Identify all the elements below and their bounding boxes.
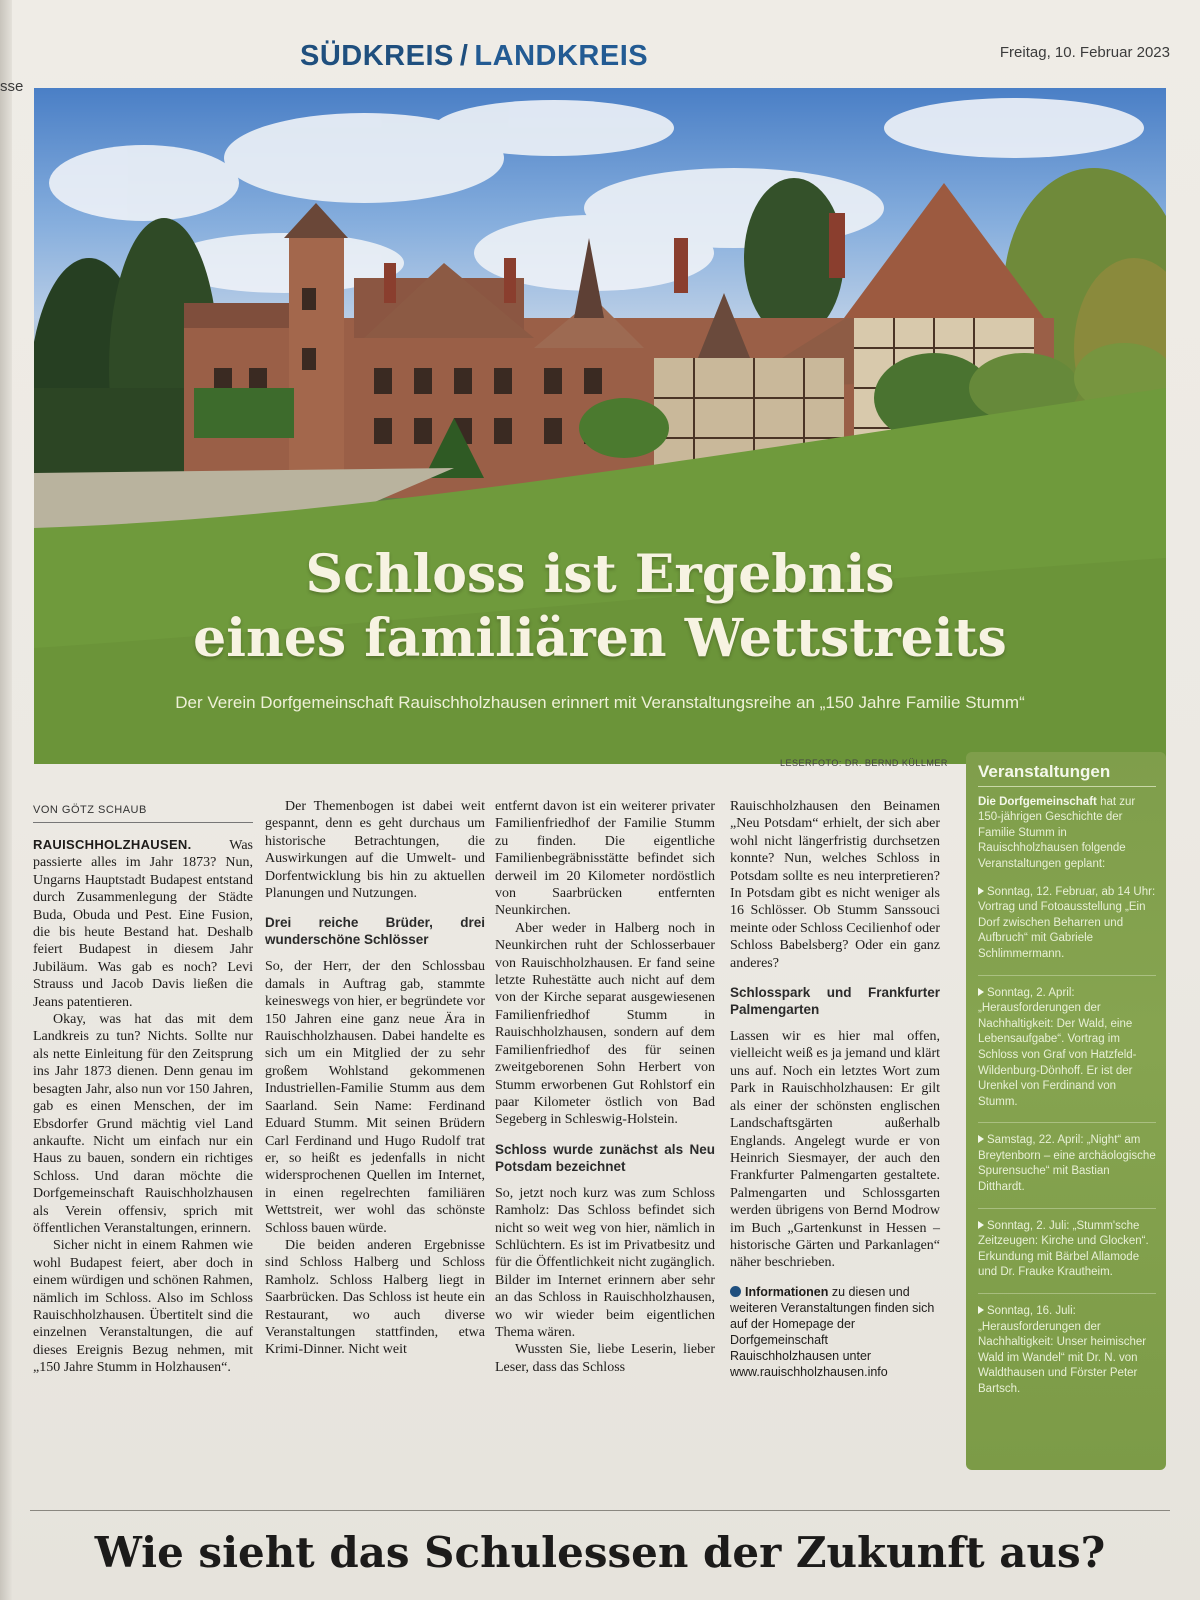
article-paragraph	[33, 836, 253, 1011]
info-bullet-icon	[730, 1286, 741, 1297]
subheading-neu-potsdam: Schloss wurde zunächst als Neu Potsdam bezeichnet	[495, 1141, 715, 1174]
section-header	[300, 40, 648, 73]
article-paragraph: So, jetzt noch kurz was zum Schloss Ramholz: Das Schloss befindet sich nicht so weit weg von hier, nämlich in Schlüchtern. Es ist im Privatbesitz und für die Öffentlichkeit nicht zugänglich. Bilder im Internet erinnern aber sehr an das Schloss in Rauischholzhausen, wo wir wieder beim eigentlichen Thema wären.	[495, 1185, 715, 1340]
photo-credit: LESERFOTO: DR. BERND KÜLLMER	[780, 758, 948, 768]
paragraph-text: Was passierte alles im Jahr 1873? Nun, Ungarns Hauptstadt Budapest entstand durch Zusammenlegung der Städte Buda, Obuda und Pest. Eine Fusion, die bis heute Bestand hat. Deshalb feiert Budapest in diesem Jahr Jubiläum. Was gab es noch? Levi Strauss und Jacob Davis ließen die Jeans patentieren.	[33, 838, 253, 1010]
article-paragraph: Die beiden anderen Ergebnisse sind Schloss Halberg und Schloss Ramholz. Schloss Halberg liegt in Saarbrücken. Das Schloss ist heute ein Restaurant, wo auch diverse Veranstaltungen stattfinden, etwa Krimi-Dinner. Nicht weit	[265, 1237, 485, 1358]
article-divider	[30, 1510, 1170, 1511]
article-paragraph: Okay, was hat das mit dem Landkreis zu tun? Nichts. Sollte nur als nette Einleitung für den Zeitsprung ins Jahr 1873 dienen. Denn genau im besagten Jahr, also nun vor 150 Jahren, gab es einen Menschen, der im Ebsdorfer Grund mächtig viel Land ankaufte. Nicht um einfach nur ein Haus zu bauen, sondern ein richtiges Schloss. Und daran möchte die Dorfgemeinschaft Rauischholzhausen als Verein offensiv, sprich mit öffentlichen Veranstaltungen, erinnern.	[33, 1012, 253, 1236]
article-column-3	[495, 798, 715, 1376]
article-paragraph: Aber weder in Halberg noch in Neunkirchen ruht der Schlosserbauer von Rauischholzhausen. Er fand seine letzte Ruhestätte auch nicht auf dem von der Kirche separat ausgewiesenen Familienfriedhof Stumm in Rauischholzhausen, sondern auf dem Familienfriedhof des für seinen zweitgeborenen Sohn Herbert von Stumm erworbenen Gut Rohlstorf ein paar Kilometer östlich von Bad Segeberg in Schleswig-Holstein.	[495, 920, 715, 1128]
section-separator: /	[459, 40, 469, 72]
castle-photo	[34, 88, 1166, 764]
triangle-bullet-icon	[978, 1221, 984, 1229]
byline: VON GÖTZ SCHAUB	[33, 804, 147, 816]
triangle-bullet-icon	[978, 988, 984, 996]
previous-page-edge-text: sse	[0, 78, 24, 95]
page-fold	[0, 0, 12, 1600]
article-paragraph: Wussten Sie, liebe Leserin, lieber Leser, dass das Schloss	[495, 1342, 715, 1375]
event-text: Sonntag, 16. Juli: „Herausforderungen der Nachhaltigkeit: Unser heimischer Wald im Wandel“ mit Dr. N. von Waldthausen und Förster Peter Bartsch.	[978, 1305, 1147, 1395]
next-article-headline: Wie sieht das Schulessen der Zukunft aus?	[94, 1528, 1106, 1577]
event-text: Sonntag, 12. Februar, ab 14 Uhr: Vortrag und Fotoausstellung „Ein Dorf zwischen Beharren und Aufbruch“ mit Gabriele Schlimmermann.	[978, 885, 1156, 960]
event-item	[978, 1208, 1156, 1281]
article-paragraph: Sicher nicht in einem Rahmen wie wohl Budapest feiert, aber doch in einem würdigen und schönen Rahmen, nämlich im Schloss. Also im Schloss Rauischholzhausen. Übertitelt sind die einzelnen Veranstaltungen, die auf dieses Ereignis Bezug nehmen, mit „150 Jahre Stumm in Holzhausen“.	[33, 1238, 253, 1376]
article-column-4	[730, 798, 940, 1380]
info-label: Informationen	[745, 1284, 829, 1299]
events-sidebar	[966, 752, 1166, 1470]
event-text: Sonntag, 2. April: „Herausforderungen der Nachhaltigkeit: Der Wald, eine Lebensaufgabe“. Vortrag im Schloss von Graf von Hatzfeld-Wildenburg-Dönhoff. Er ist der Urenkel von Ferdinand von Stumm.	[978, 986, 1137, 1108]
headline-line-2: eines familiären Wettstreits	[193, 608, 1007, 669]
event-item	[978, 975, 1156, 1111]
sidebar-intro-text: hat zur 150-jährigen Geschichte der Familie Stumm in Rauischholzhausen folgende Veranstaltungen geplant:	[978, 795, 1136, 870]
event-text: Sonntag, 2. Juli: „Stumm'sche Zeitzeugen: Kirche und Glocken“. Erkundung mit Bärbel Allamode und Dr. Frauke Krautheim.	[978, 1219, 1149, 1279]
info-text: zu diesen und weiteren Veranstaltungen finden sich auf der Homepage der Dorfgemeinschaft Rauischholzhausen unter www.rauischholzhausen.info	[730, 1284, 935, 1379]
article-column-2	[265, 798, 485, 1359]
event-item	[978, 1122, 1156, 1195]
sidebar-intro-bold: Die Dorfgemeinschaft	[978, 795, 1097, 808]
headline-line-1: Schloss ist Ergebnis	[305, 544, 895, 605]
dateline: RAUISCHHOLZHAUSEN.	[33, 837, 192, 852]
issue-date: Freitag, 10. Februar 2023	[999, 44, 1170, 61]
sidebar-intro	[978, 795, 1156, 873]
article-paragraph: Rauischholzhausen den Beinamen „Neu Potsdam“ erhielt, der sich aber wohl nicht längerfristig durchsetzen konnte? Nun, welches Schloss in Potsdam sollte es neu interpretieren? In Potsdam gibt es nicht weniger als 16 Schlösser. Ob Stumm Sanssouci meinte oder Schloss Cecilienhof oder Schloss Babelsberg? Oder ein ganz anderes?	[730, 799, 940, 971]
article-headline	[34, 543, 1166, 671]
subheading-schlosspark: Schlosspark und Frankfurter Palmengarten	[730, 985, 940, 1018]
event-item	[978, 1293, 1156, 1398]
article-subheadline: Der Verein Dorfgemeinschaft Rauischholzhausen erinnert mit Veranstaltungsreihe an „150 Jahre Familie Stumm“	[175, 693, 1025, 712]
triangle-bullet-icon	[978, 887, 984, 895]
sidebar-title: Veranstaltungen	[978, 764, 1156, 787]
triangle-bullet-icon	[978, 1135, 984, 1143]
article-paragraph: entfernt davon ist ein weiterer privater Familienfriedhof der Familie Stumm zu finden. Die eigentliche Familienbegräbnisstätte befindet sich derweil im 20 Kilometer nordöstlich von Saarbrücken entfernten Neunkirchen.	[495, 799, 715, 919]
byline-rule	[33, 822, 253, 823]
article-paragraph: So, der Herr, der den Schlossbau damals in Auftrag gab, stammte keineswegs von hier, er begründete vor 150 Jahren eine ganz neue Ära in Rauischholzhausen. Dabei handelte es sich um ein Mitglied der zu sehr großem Wohlstand gekommenen Industriellen-Familie Stumm aus dem Saarland. Sein Name: Ferdinand Eduard Stumm. Mit seinen Brüdern Carl Ferdinand und Hugo Rudolf trat er, so heißt es jedenfalls in nicht widersprochenen Quellen im Internet, in einen regelrechten familiären Wettstreit, wer wohl das schönste Schloss bauen würde.	[265, 959, 485, 1236]
article-column-1	[33, 836, 253, 1377]
event-item	[978, 885, 1156, 963]
article-paragraph: Lassen wir es hier mal offen, vielleicht weiß es ja jemand und klärt uns auf. Noch ein letztes Wort zum Park in Rauischholzhausen: Er gilt als einer der schönsten englischen Landschaftsgärten außerhalb Englands. Angelegt wurde er von Heinrich Siesmayer, der auch den Frankfurter Palmengarten gestaltete. Palmengarten und Schlossgarten werden übrigens von Bernd Modrow im Buch „Gartenkunst in Hessen – historische Gärten und Parkanlagen“ näher beschrieben.	[730, 1029, 940, 1271]
article-paragraph: Der Themenbogen ist dabei weit gespannt, denn es geht durchaus um historische Betrachtungen, die Auswirkungen auf die Umwelt- und Dorfentwicklung bis hin zu aktuellen Planungen und Nutzungen.	[265, 799, 485, 902]
triangle-bullet-icon	[978, 1306, 984, 1314]
subheading-brothers: Drei reiche Brüder, drei wunderschöne Schlösser	[265, 915, 485, 948]
event-text: Samstag, 22. April: „Night“ am Breytenborn – eine archäologische Spurensuche“ mit Bastian Ditthardt.	[978, 1134, 1156, 1194]
section-title: SÜDKREIS	[300, 40, 454, 72]
section-subtitle: LANDKREIS	[474, 40, 649, 72]
info-box	[730, 1284, 940, 1380]
